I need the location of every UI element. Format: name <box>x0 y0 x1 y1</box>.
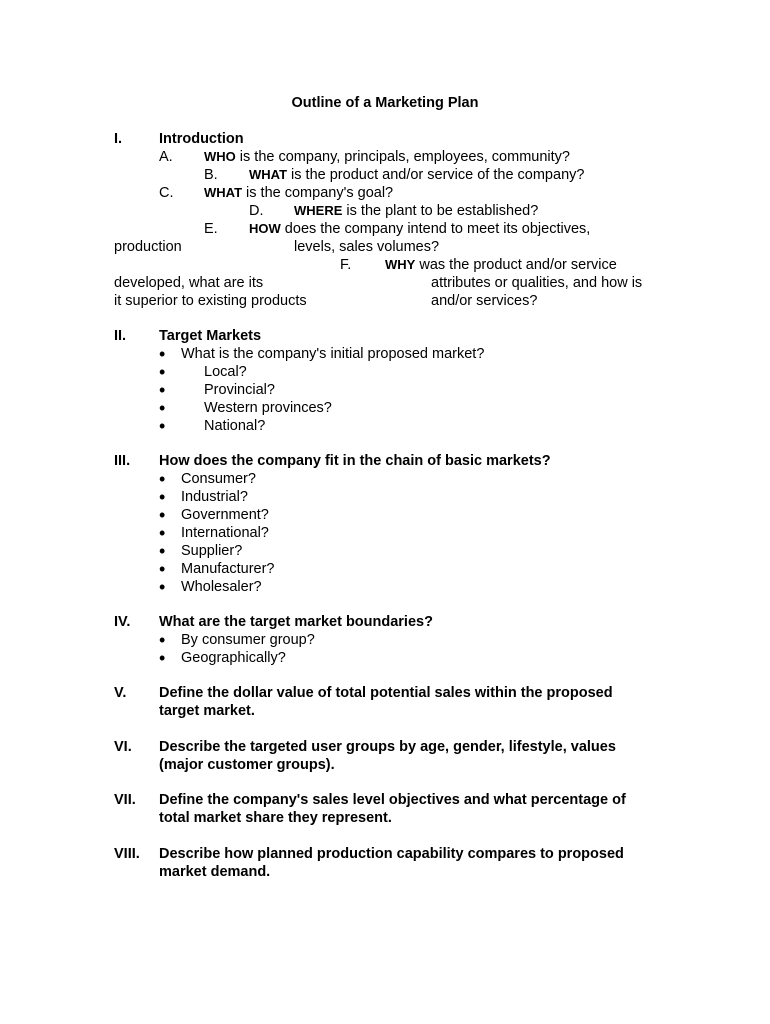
bullet-icon: • <box>159 648 166 668</box>
item-1c-body: is the company's goal? <box>242 185 394 201</box>
document-title: Outline of a Marketing Plan <box>291 95 479 111</box>
list-item: Wholesaler? <box>181 579 262 595</box>
section-6-line2: (major customer groups). <box>159 757 335 773</box>
section-5-line1: Define the dollar value of total potential sales within the proposed <box>159 685 613 701</box>
bullet-icon: • <box>159 541 166 561</box>
bullet-icon: • <box>159 487 166 507</box>
list-item: What is the company's initial proposed market? <box>181 346 485 362</box>
list-item: Consumer? <box>181 471 256 487</box>
bullet-icon: • <box>159 523 166 543</box>
item-1e-keyword: HOW <box>249 221 281 236</box>
item-1a-text <box>204 148 570 166</box>
list-item: Manufacturer? <box>181 561 275 577</box>
section-1-number: I. <box>114 131 123 147</box>
section-3-number: III. <box>114 453 131 469</box>
item-1f-line3-left: it superior to existing products <box>114 293 307 309</box>
item-1d-text <box>294 202 538 220</box>
section-3-heading: How does the company fit in the chain of basic markets? <box>159 453 551 469</box>
item-1e-text <box>249 220 590 238</box>
item-1e-line2-right: levels, sales volumes? <box>294 239 440 255</box>
bullet-icon: • <box>159 577 166 597</box>
bullet-icon: • <box>159 416 166 436</box>
bullet-icon: • <box>159 505 166 525</box>
bullet-icon: • <box>159 469 166 489</box>
section-7-line1: Define the company's sales level objectives and what percentage of <box>159 792 626 808</box>
list-item: International? <box>181 525 269 541</box>
list-item: By consumer group? <box>181 632 315 648</box>
bullet-icon: • <box>159 380 166 400</box>
section-2-heading: Target Markets <box>159 328 262 344</box>
item-1b-keyword: WHAT <box>249 167 288 182</box>
list-item: Government? <box>181 507 269 523</box>
item-1b-text <box>249 166 584 184</box>
item-1e-letter: E. <box>204 221 218 237</box>
item-1f-line2-left: developed, what are its <box>114 275 264 291</box>
item-1c-keyword: WHAT <box>204 185 243 200</box>
section-4-heading: What are the target market boundaries? <box>159 614 433 630</box>
section-5-line2: target market. <box>159 703 255 719</box>
section-7-line2: total market share they represent. <box>159 810 392 826</box>
item-1a-body: is the company, principals, employees, community? <box>235 149 570 165</box>
section-8-number: VIII. <box>114 846 140 862</box>
list-item: National? <box>204 418 266 434</box>
item-1f-keyword: WHY <box>385 257 416 272</box>
item-1c-letter: C. <box>159 185 174 201</box>
section-1-heading: Introduction <box>159 131 244 147</box>
list-item: Geographically? <box>181 650 286 666</box>
item-1b-body: is the product and/or service of the company? <box>287 167 585 183</box>
item-1f-letter: F. <box>340 257 352 273</box>
list-item: Supplier? <box>181 543 243 559</box>
section-8-line2: market demand. <box>159 864 271 880</box>
list-item: Western provinces? <box>204 400 332 416</box>
bullet-icon: • <box>159 559 166 579</box>
bullet-icon: • <box>159 344 166 364</box>
item-1c-text <box>204 184 393 202</box>
section-4-number: IV. <box>114 614 131 630</box>
section-6-number: VI. <box>114 739 132 755</box>
item-1f-line3-right: and/or services? <box>431 293 538 309</box>
item-1f-body: was the product and/or service <box>415 257 617 273</box>
bullet-icon: • <box>159 630 166 650</box>
item-1e-body: does the company intend to meet its objectives, <box>280 221 591 237</box>
item-1d-body: is the plant to be established? <box>342 203 539 219</box>
item-1d-letter: D. <box>249 203 264 219</box>
item-1e-line2-left: production <box>114 239 182 255</box>
section-2-number: II. <box>114 328 127 344</box>
item-1f-line2-right: attributes or qualities, and how is <box>431 275 643 291</box>
bullet-icon: • <box>159 398 166 418</box>
bullet-icon: • <box>159 362 166 382</box>
section-7-number: VII. <box>114 792 136 808</box>
section-5-number: V. <box>114 685 127 701</box>
list-item: Local? <box>204 364 247 380</box>
section-6-line1: Describe the targeted user groups by age, gender, lifestyle, values <box>159 739 616 755</box>
item-1f-text <box>385 256 617 274</box>
item-1a-letter: A. <box>159 149 173 165</box>
item-1a-keyword: WHO <box>204 149 236 164</box>
section-8-line1: Describe how planned production capability compares to proposed <box>159 846 624 862</box>
list-item: Provincial? <box>204 382 275 398</box>
item-1b-letter: B. <box>204 167 218 183</box>
list-item: Industrial? <box>181 489 248 505</box>
item-1d-keyword: WHERE <box>294 203 343 218</box>
